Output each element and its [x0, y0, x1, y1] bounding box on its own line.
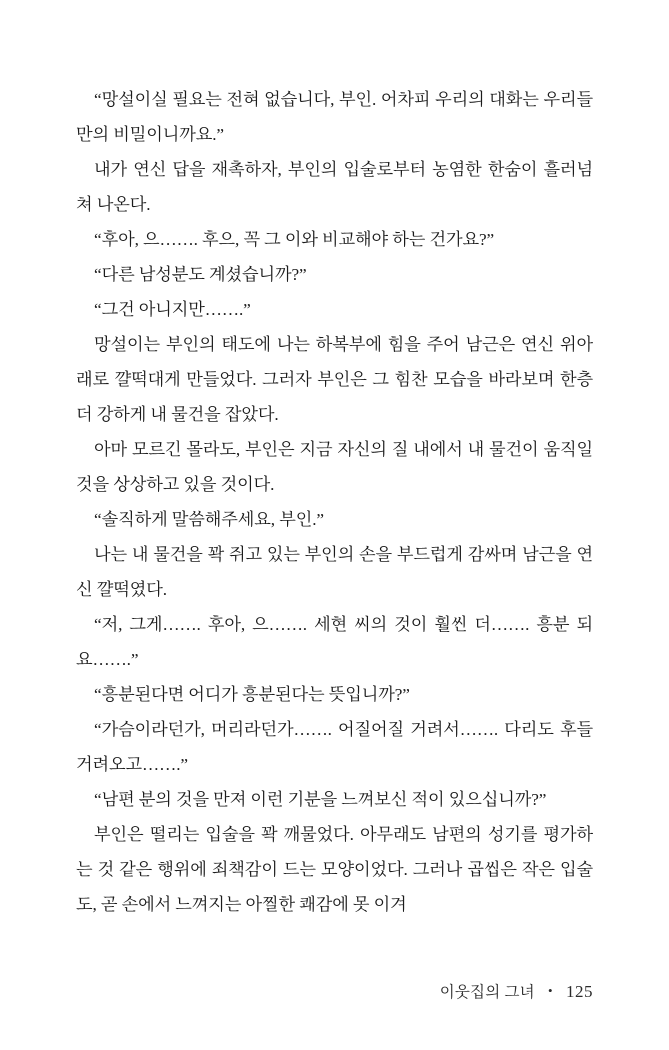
paragraph: “남편 분의 것을 만져 이런 기분을 느껴보신 적이 있으십니까?” [94, 790, 547, 809]
page-body-text [76, 82, 593, 922]
paragraph: 내가 연신 답을 재촉하자, 부인의 입술로부터 농염한 한숨이 흘러넘쳐 나온다. [76, 160, 593, 214]
paragraph: “그건 아니지만…….” [94, 300, 251, 319]
paragraph: “저, 그게……. 후아, 으……. 세현 씨의 것이 훨씬 더……. 흥분 되요…….” [76, 615, 593, 669]
paragraph: “흥분된다면 어디가 흥분된다는 뜻입니까?” [94, 685, 410, 704]
paragraph: “다른 남성분도 계셨습니까?” [94, 265, 307, 284]
paragraph: “솔직하게 말씀해주세요, 부인.” [94, 510, 324, 529]
paragraph: 망설이는 부인의 태도에 나는 하복부에 힘을 주어 남근은 연신 위아래로 꺌떡대게 만들었다. 그러자 부인은 그 힘찬 모습을 바라보며 한층 더 강하게 내 물건을 잡았다. [76, 335, 593, 424]
paragraph: “가슴이라던가, 머리라던가……. 어질어질 거려서……. 다리도 후들거려오고…….” [76, 720, 593, 774]
footer-separator: • [548, 983, 553, 998]
paragraph: 나는 내 물건을 꽉 쥐고 있는 부인의 손을 부드럽게 감싸며 남근을 연신 꺌떡였다. [76, 545, 593, 599]
paragraph: 부인은 떨리는 입술을 꽉 깨물었다. 아무래도 남편의 성기를 평가하는 것 같은 행위에 죄책감이 드는 모양이었다. 그러나 곱씹은 작은 입술도, 곧 손에서 느껴지는 아찔한 쾌감에 못 이겨 [76, 825, 593, 914]
page-footer [76, 980, 593, 1002]
paragraph: “망설이실 필요는 전혀 없습니다, 부인. 어차피 우리의 대화는 우리들만의 비밀이니까요.” [76, 90, 593, 144]
footer-chapter-title: 이웃집의 그녀 [439, 984, 535, 1001]
footer-page-number: 125 [566, 982, 593, 1001]
paragraph: “후아, 으……. 후으, 꼭 그 이와 비교해야 하는 건가요?” [94, 230, 495, 249]
paragraph: 아마 모르긴 몰라도, 부인은 지금 자신의 질 내에서 내 물건이 움직일 것을 상상하고 있을 것이다. [76, 440, 593, 494]
